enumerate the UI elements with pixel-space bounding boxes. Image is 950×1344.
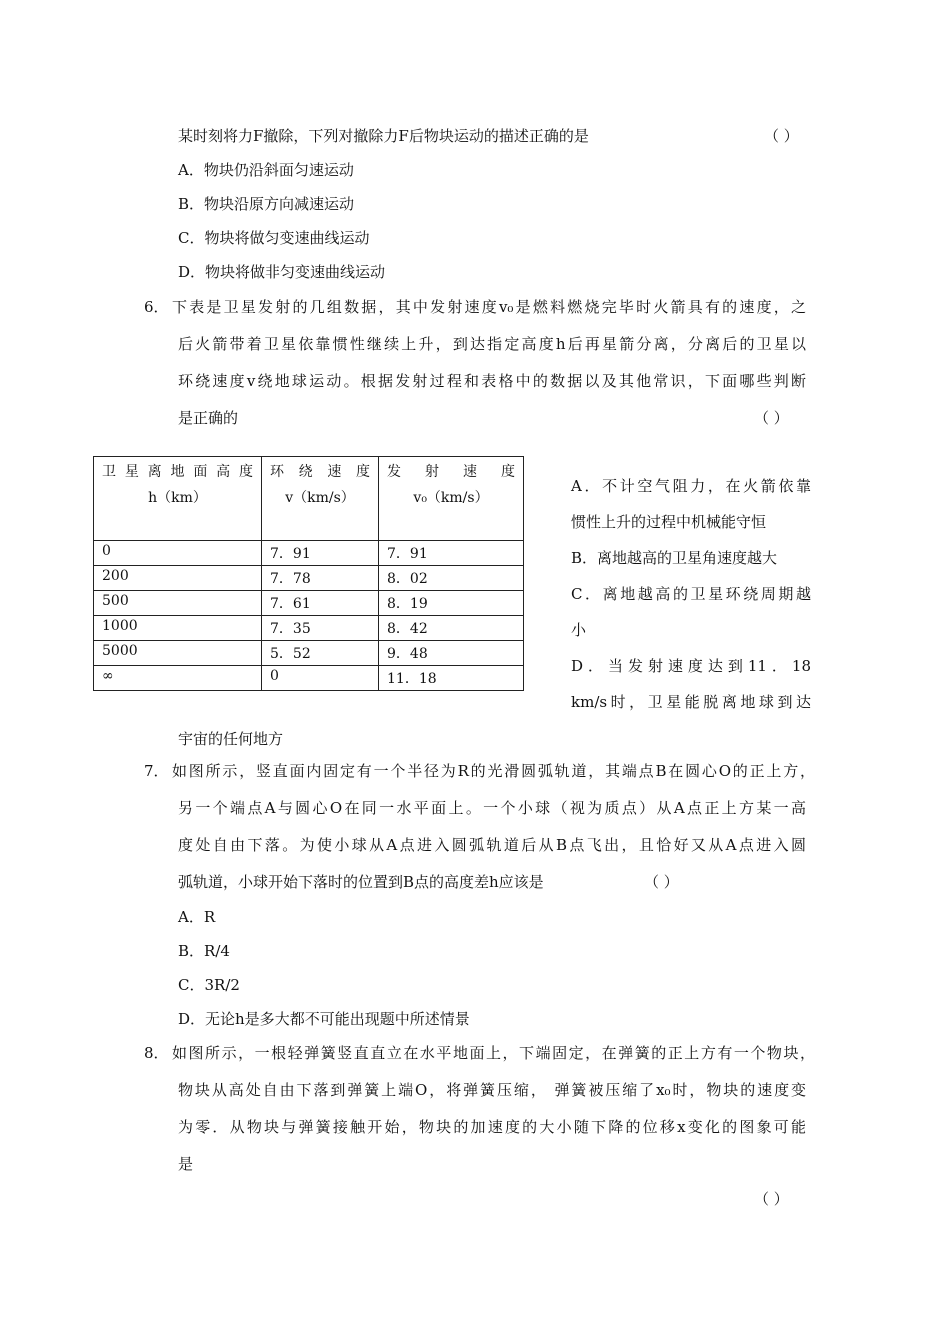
q7-option-b: B．R/4 [178, 942, 230, 960]
q8-answer-blank: （ ） [754, 1190, 789, 1208]
q7-option-c: C．3R/2 [178, 976, 240, 994]
table-cell: 8．42 [379, 616, 524, 641]
q6-option-a-line-2: 惯性上升的过程中机械能守恒 [571, 513, 767, 531]
q6-line-1: 下表是卫星发射的几组数据，其中发射速度v₀是燃料燃烧完毕时火箭具有的速度，之 [172, 298, 806, 316]
q6-option-d-line-1: D．当发射速度达到11．18 [571, 657, 811, 675]
q6-option-d-line-2: km/s时，卫星能脱离地球到达 [571, 693, 811, 711]
q7-option-a: A．R [178, 908, 216, 926]
table-cell: 0 [262, 666, 379, 691]
q8-line-2: 物块从高处自由下落到弹簧上端O，将弹簧压缩， 弹簧被压缩了x₀时，物块的速度变 [178, 1081, 806, 1099]
header-orbit-speed-label: 环绕速度 [270, 464, 370, 480]
satellite-data-table [93, 456, 524, 691]
table-cell: 11．18 [379, 666, 524, 691]
table-cell: 7．91 [379, 541, 524, 566]
table-header-height [94, 457, 262, 541]
q6-option-a-line-1: A．不计空气阻力，在火箭依靠 [571, 477, 811, 495]
table-cell: 500 [94, 591, 262, 616]
q6-options-column [571, 468, 811, 720]
table-row [94, 666, 524, 691]
q6-line-3: 环绕速度v绕地球运动。根据发射过程和表格中的数据以及其他常识，下面哪些判断 [178, 372, 806, 390]
q8-line-4: 是 [178, 1155, 194, 1173]
q8-number: 8． [144, 1044, 169, 1062]
table-header-row [94, 457, 524, 541]
q5-stem: 某时刻将力F撤除，下列对撤除力F后物块运动的描述正确的是 [178, 127, 589, 145]
table-cell: 9．48 [379, 641, 524, 666]
q5-option-c: C．物块将做匀变速曲线运动 [178, 229, 370, 247]
table-cell: 0 [94, 541, 262, 566]
table-cell: 7．91 [262, 541, 379, 566]
table-row [94, 541, 524, 566]
q5-option-d: D．物块将做非匀变速曲线运动 [178, 263, 386, 281]
q5-option-b: B．物块沿原方向减速运动 [178, 195, 355, 213]
q7-line-2: 另一个端点A与圆心O在同一水平面上。一个小球（视为质点）从A点正上方某一高 [178, 799, 806, 817]
table-cell: 7．61 [262, 591, 379, 616]
q7-line-3: 度处自由下落。为使小球从A点进入圆弧轨道后从B点飞出，且恰好又从A点进入圆 [178, 836, 806, 854]
table-row [94, 641, 524, 666]
q8-line-1: 如图所示，一根轻弹簧竖直直立在水平地面上，下端固定，在弹簧的正上方有一个物块， [172, 1044, 815, 1062]
table-cell: 5．52 [262, 641, 379, 666]
header-launch-speed-unit: v₀（km/s） [413, 490, 489, 506]
table-header-launch-speed [379, 457, 524, 541]
table-cell: 7．35 [262, 616, 379, 641]
table-row [94, 591, 524, 616]
table-row [94, 616, 524, 641]
q8-line-3: 为零．从物块与弹簧接触开始，物块的加速度的大小随下降的位移x变化的图象可能 [178, 1118, 806, 1136]
q6-line-4: 是正确的 [178, 409, 239, 427]
q6-line-2: 后火箭带着卫星依靠惯性继续上升，到达指定高度h后再星箭分离，分离后的卫星以 [178, 335, 806, 353]
table-row [94, 566, 524, 591]
q6-answer-blank: （ ） [754, 409, 789, 427]
q7-option-d: D．无论h是多大都不可能出现题中所述情景 [178, 1010, 470, 1028]
q6-option-c-line-2: 小 [571, 621, 587, 639]
header-height-label: 卫星离地面高度 [102, 464, 253, 480]
q5-option-a: A．物块仍沿斜面匀速运动 [178, 161, 354, 179]
q6-option-d-line-3: 宇宙的任何地方 [178, 730, 284, 748]
q7-line-1: 如图所示，竖直面内固定有一个半径为R的光滑圆弧轨道，其端点B在圆心O的正上方， [172, 762, 815, 780]
table-cell: ∞ [94, 666, 262, 691]
table-cell: 7．78 [262, 566, 379, 591]
table-cell: 200 [94, 566, 262, 591]
header-orbit-speed-unit: v（km/s） [285, 490, 355, 506]
table-cell: 8．19 [379, 591, 524, 616]
q6-number: 6． [144, 298, 169, 316]
q7-number: 7． [144, 762, 169, 780]
q6-option-c-line-1: C．离地越高的卫星环绕周期越 [571, 585, 811, 603]
header-launch-speed-label: 发射速度 [387, 464, 515, 480]
table-header-orbit-speed [262, 457, 379, 541]
q5-answer-blank: （ ） [764, 127, 799, 145]
table-cell: 1000 [94, 616, 262, 641]
q6-option-b: B．离地越高的卫星角速度越大 [571, 549, 778, 567]
table-cell: 8．02 [379, 566, 524, 591]
q7-answer-blank: （ ） [644, 873, 679, 891]
q7-line-4: 弧轨道，小球开始下落时的位置到B点的高度差h应该是 [178, 873, 544, 891]
table-cell: 5000 [94, 641, 262, 666]
header-height-unit: h（km） [148, 490, 207, 506]
